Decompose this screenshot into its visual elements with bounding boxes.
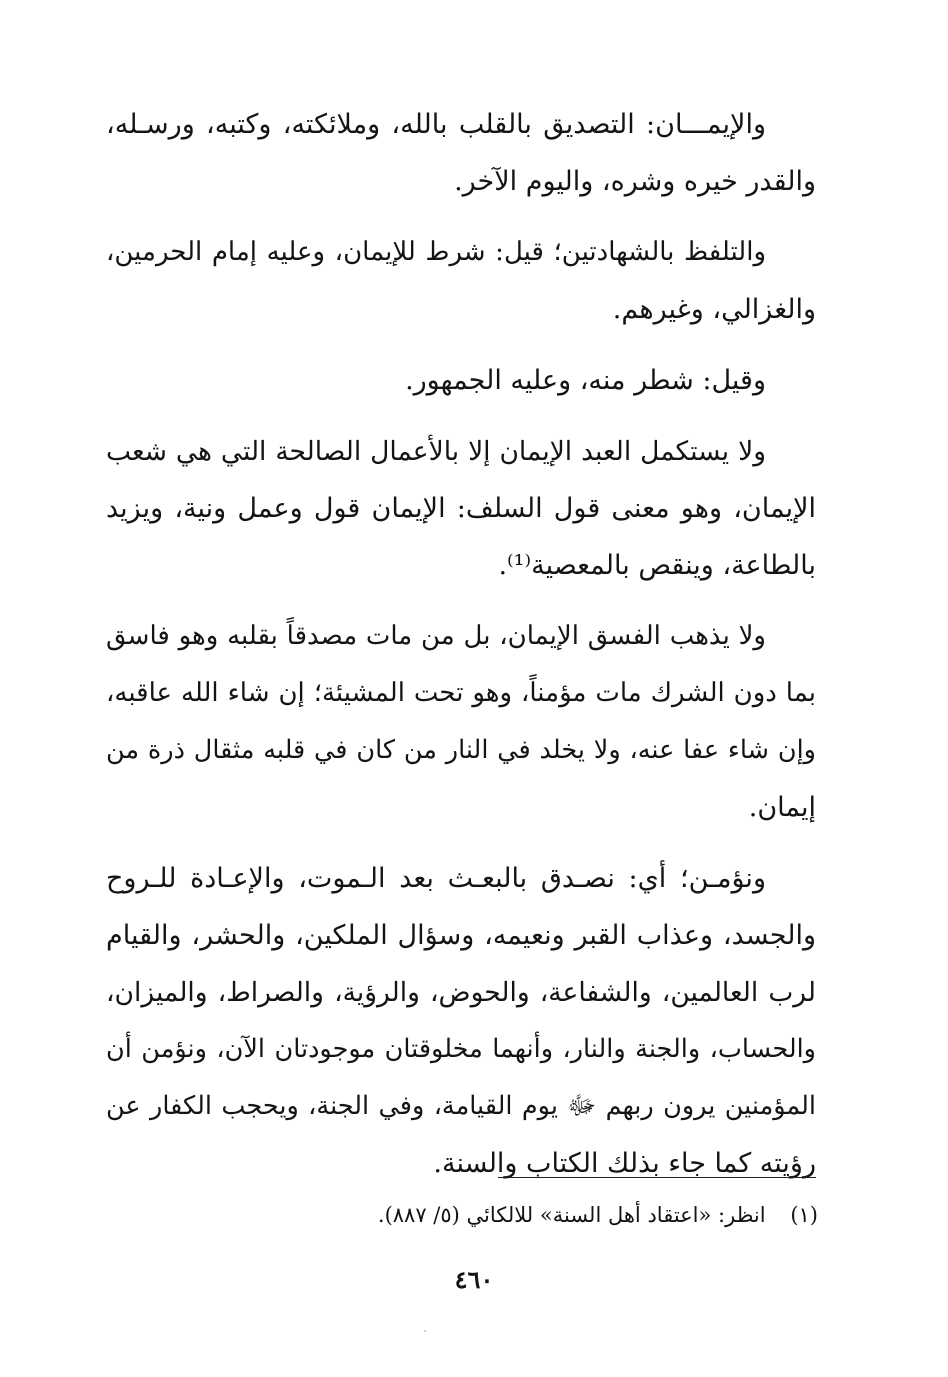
paragraph-shahadatayn [106,224,816,338]
text-line: ولا يذهب الفسق الإيمان، بل من مات مصدقاً بقلبه وهو فاسق [106,621,766,651]
paragraph-iman-definition [106,96,816,210]
text-line: ولا يستكمل العبد الإيمان إلا بالأعمال الصالحة التي هي شعب [106,436,766,467]
footnote-separator [498,1177,816,1178]
footnote [106,1198,818,1232]
footnote-number: (١) [790,1203,818,1227]
text-line: بما دون الشرك مات مؤمناً، وهو تحت المشيئة؛ إن شاء الله عاقبه، [106,678,816,708]
text-line: والغزالي، وغيرهم. [612,294,816,325]
paragraph-fisq [106,608,816,836]
text-line: بالطاعة، وينقص بالمعصية⁽¹⁾. [498,550,816,581]
text-line: والإيمـــان: التصديق بالقلب بالله، وملائكته، وكتبه، ورسـله، [106,109,766,140]
main-text [106,96,816,1206]
text-line: الإيمان، وهو معنى قول السلف: الإيمان قول وعمل ونية، ويزيد [106,493,816,524]
text-line: والتلفظ بالشهادتين؛ قيل: شرط للإيمان، وعليه إمام الحرمين، [106,237,766,267]
text-line: ونؤمـن؛ أي: نصـدق بالبعـث بعد الـموت، والإعـادة للـروح [106,863,766,894]
paragraph-resurrection [106,850,816,1192]
text-line: المؤمنين يرون ربهم ﷻ يوم القيامة، وفي الجنة، ويحجب الكفار عن [106,1091,816,1121]
text-line: والجسد، وعذاب القبر ونعيمه، وسؤال الملكين، والحشر، والقيام [106,920,816,951]
scan-speck [424,1330,426,1332]
page-number: ٤٦٠ [454,1265,494,1294]
text-line: رؤيته كما جاء بذلك الكتاب والسنة. [433,1148,816,1179]
footnote-text: انظر: «اعتقاد أهل السنة» للالكائي (٥/ ٨٨٧). [377,1203,766,1227]
paragraph-iman-completion [106,423,816,594]
text-line: وقيل: شطر منه، وعليه الجمهور. [405,365,766,396]
paragraph-jumhur [106,352,816,409]
text-line: والقدر خيره وشره، واليوم الآخر. [454,166,816,197]
text-line: إيمان. [748,792,816,823]
text-line: وإن شاء عفا عنه، ولا يخلد في النار من كان في قلبه مثقال ذرة من [106,735,816,765]
text-line: والحساب، والجنة والنار، وأنهما مخلوقتان موجودتان الآن، ونؤمن أن [106,1034,816,1064]
text-line: لرب العالمين، والشفاعة، والحوض، والرؤية، والصراط، والميزان، [106,977,816,1008]
